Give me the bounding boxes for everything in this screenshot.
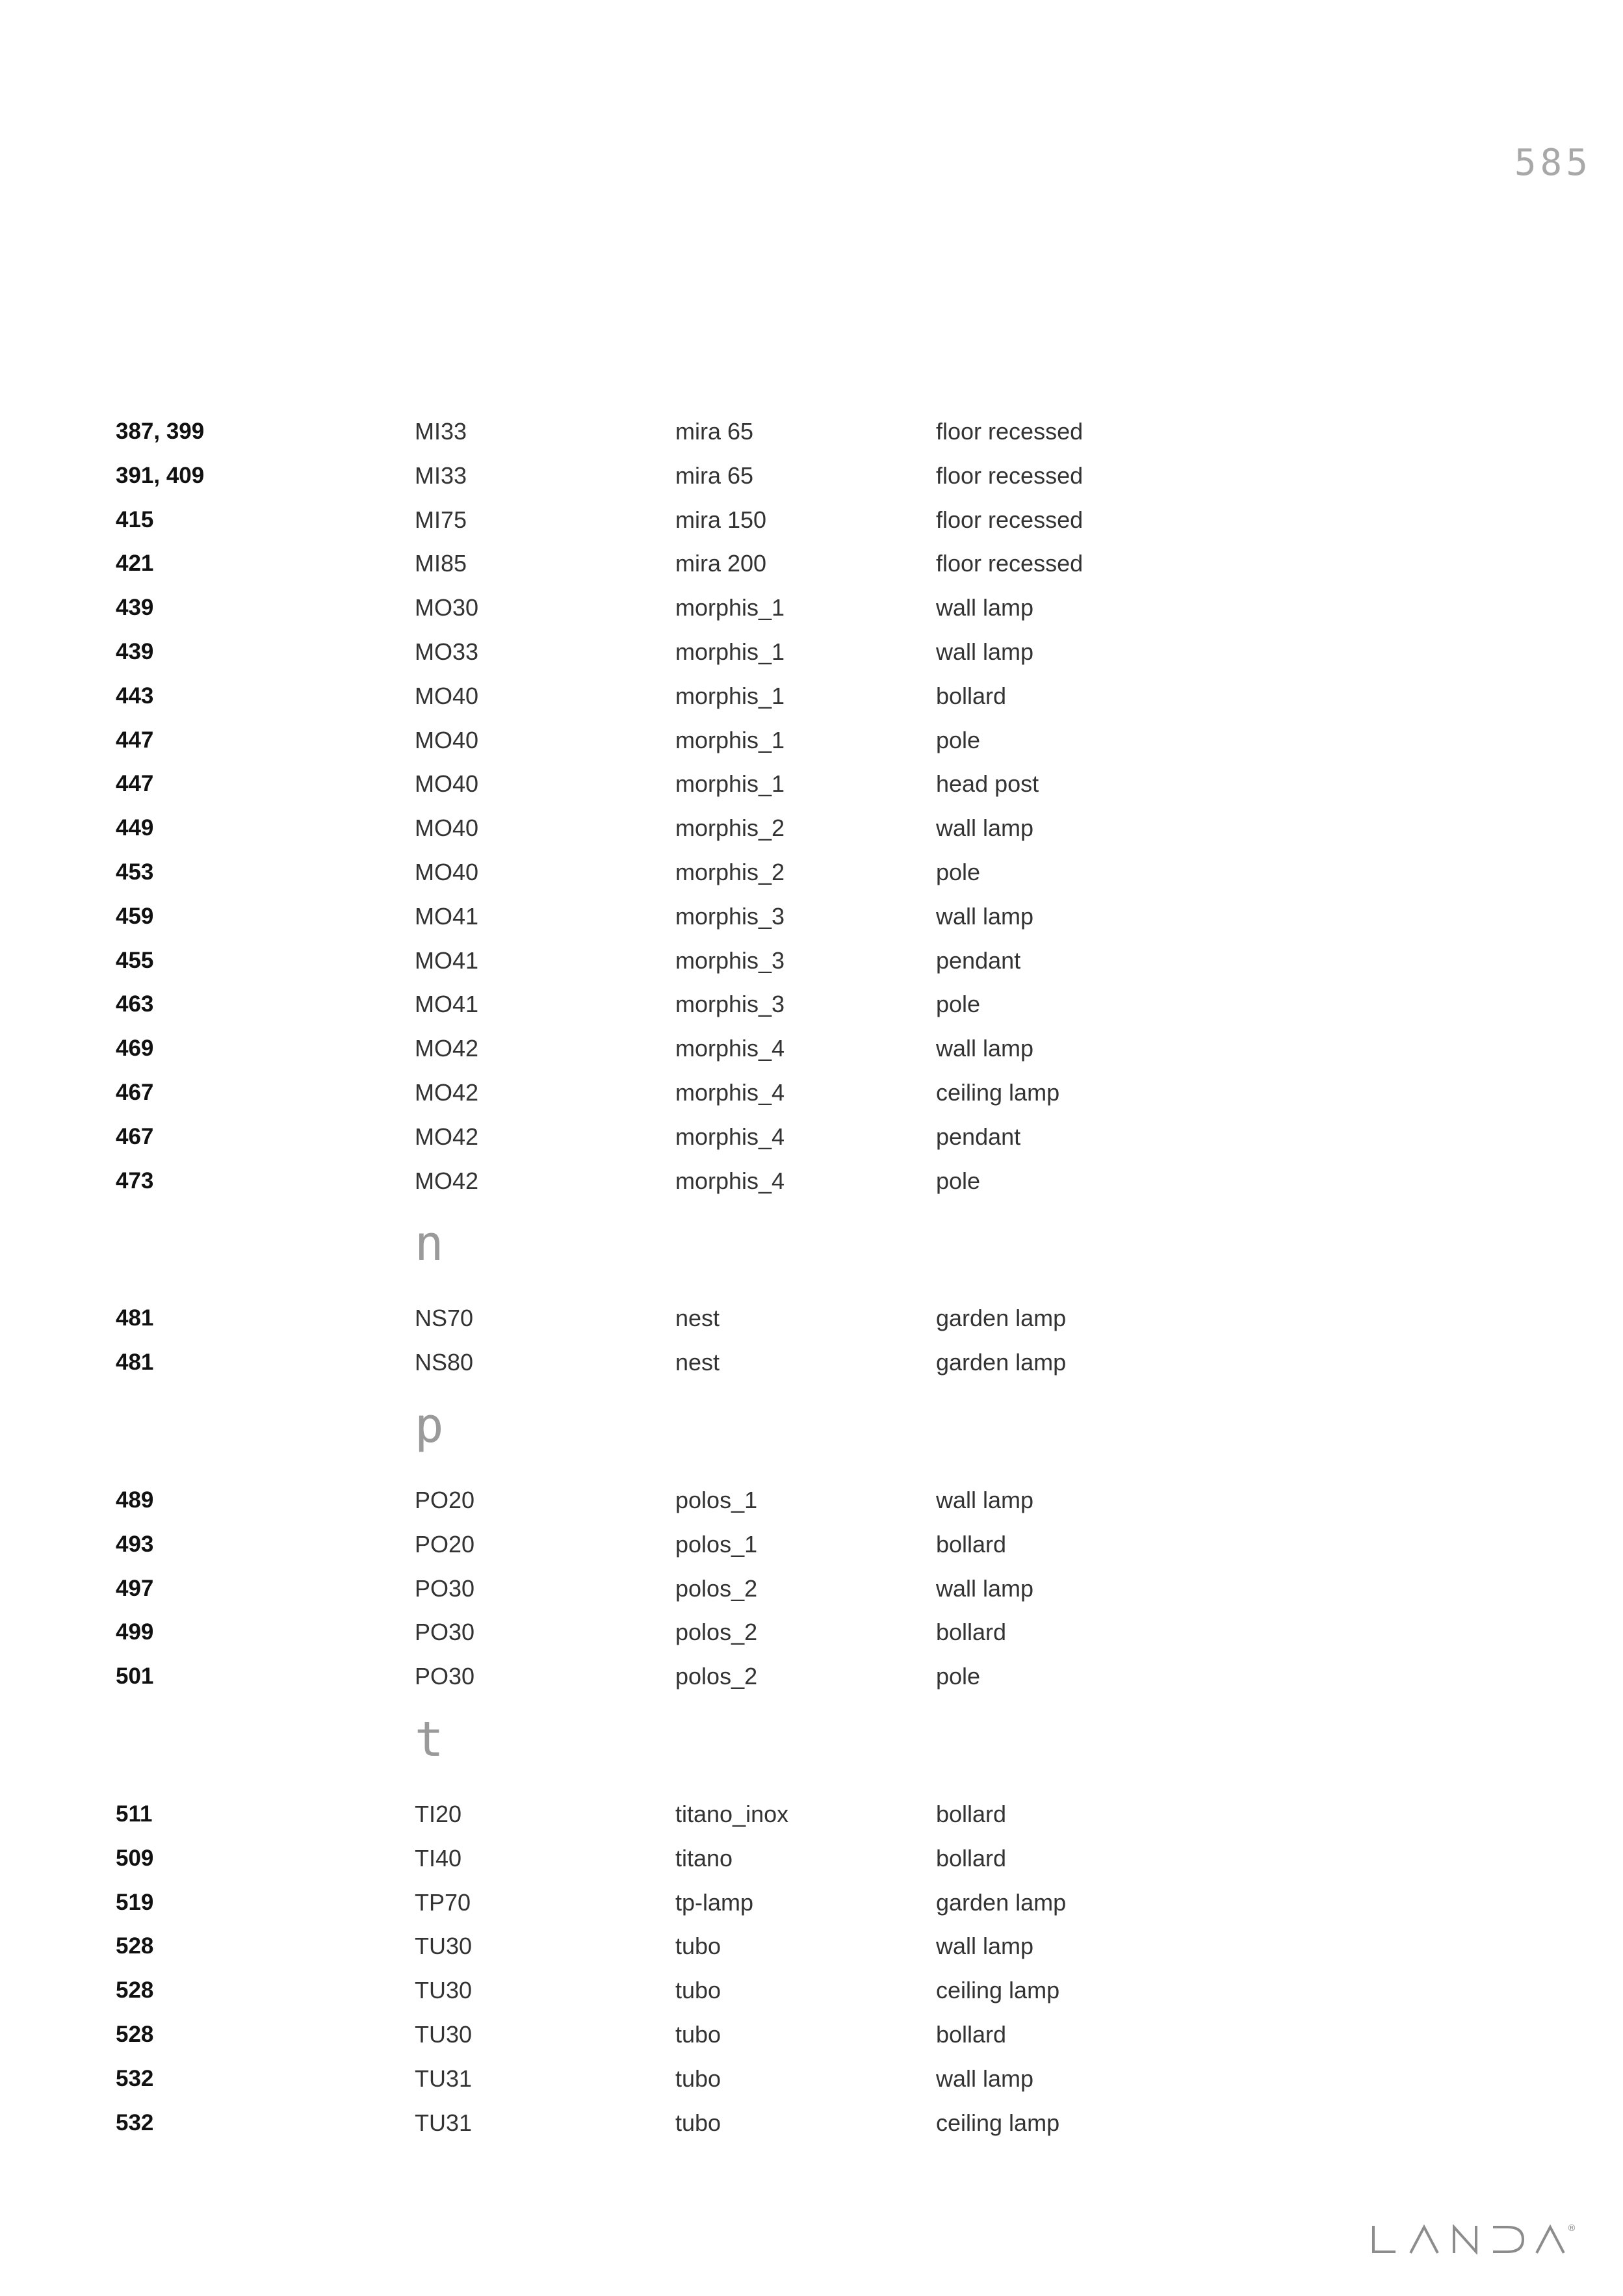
product-code: MO41 — [415, 991, 479, 1018]
page-ref: 511 — [116, 1801, 153, 1827]
index-row — [0, 1567, 1623, 1611]
product-name: morphis_4 — [675, 1035, 785, 1062]
product-code: TU31 — [415, 2109, 473, 2136]
product-code: PO30 — [415, 1574, 475, 1602]
product-name: tubo — [675, 1933, 721, 1960]
section-letter — [0, 1699, 1623, 1792]
page-ref: 499 — [116, 1619, 154, 1645]
index-row — [0, 806, 1623, 850]
index-row — [0, 850, 1623, 894]
product-name: polos_2 — [675, 1663, 758, 1690]
product-type: bollard — [936, 2020, 1007, 2048]
page-ref: 509 — [116, 1845, 154, 1871]
product-type: floor recessed — [936, 506, 1084, 533]
product-type: ceiling lamp — [936, 1078, 1060, 1106]
product-type: floor recessed — [936, 418, 1084, 445]
product-type: garden lamp — [936, 1888, 1067, 1916]
product-type: pendant — [936, 946, 1021, 974]
index-row — [0, 498, 1623, 542]
product-type: garden lamp — [936, 1305, 1067, 1332]
product-name: polos_1 — [675, 1530, 758, 1558]
index-row — [0, 1071, 1623, 1115]
product-code: MI33 — [415, 418, 467, 445]
product-code: MO40 — [415, 858, 479, 885]
product-type: pole — [936, 726, 981, 753]
product-type: ceiling lamp — [936, 1977, 1060, 2004]
product-code: MO41 — [415, 946, 479, 974]
product-type: wall lamp — [936, 1574, 1034, 1602]
page-ref: 421 — [116, 551, 154, 577]
section-letter — [0, 1203, 1623, 1296]
page-ref: 467 — [116, 1079, 154, 1105]
index-row — [0, 2101, 1623, 2145]
page-ref: 391, 409 — [116, 462, 205, 488]
page-ref: 481 — [116, 1350, 154, 1376]
product-code: MO30 — [415, 594, 479, 621]
page-ref: 453 — [116, 859, 154, 885]
index-row — [0, 1610, 1623, 1654]
product-code: MI33 — [415, 462, 467, 489]
product-type: wall lamp — [936, 2065, 1034, 2092]
page-ref: 463 — [116, 991, 154, 1017]
landa-logo-icon — [1371, 2224, 1566, 2254]
product-name: morphis_4 — [675, 1078, 785, 1106]
page-ref: 469 — [116, 1036, 154, 1062]
index-row — [0, 586, 1623, 630]
page-ref: 501 — [116, 1663, 154, 1689]
index-row — [0, 894, 1623, 939]
product-name: titano — [675, 1844, 733, 1872]
product-name: morphis_1 — [675, 770, 785, 798]
product-name: tp-lamp — [675, 1888, 754, 1916]
index-row — [0, 1115, 1623, 1159]
index-row — [0, 2013, 1623, 2057]
product-name: morphis_2 — [675, 858, 785, 885]
product-index — [0, 410, 1623, 2145]
index-row — [0, 1478, 1623, 1522]
product-type: wall lamp — [936, 638, 1034, 665]
product-type: pole — [936, 858, 981, 885]
product-code: MO40 — [415, 726, 479, 753]
page-ref: 439 — [116, 595, 154, 621]
product-type: pendant — [936, 1123, 1021, 1150]
product-name: mira 65 — [675, 462, 754, 489]
product-code: TU30 — [415, 2020, 473, 2048]
index-row — [0, 1159, 1623, 1203]
product-type: head post — [936, 770, 1039, 798]
index-row — [0, 982, 1623, 1026]
page-ref: 387, 399 — [116, 419, 205, 444]
product-type: pole — [936, 1167, 981, 1194]
index-row — [0, 718, 1623, 763]
product-code: MO42 — [415, 1035, 479, 1062]
product-name: morphis_2 — [675, 815, 785, 842]
product-name: tubo — [675, 2065, 721, 2092]
index-row — [0, 1296, 1623, 1340]
index-row — [0, 1924, 1623, 1968]
product-type: wall lamp — [936, 902, 1034, 930]
product-type: floor recessed — [936, 550, 1084, 577]
product-type: wall lamp — [936, 594, 1034, 621]
product-code: PO30 — [415, 1619, 475, 1646]
product-code: MO41 — [415, 902, 479, 930]
product-code: TU31 — [415, 2065, 473, 2092]
page-ref: 493 — [116, 1531, 154, 1557]
product-code: TP70 — [415, 1888, 471, 1916]
product-type: wall lamp — [936, 1486, 1034, 1513]
product-code: MO42 — [415, 1167, 479, 1194]
product-name: nest — [675, 1305, 720, 1332]
product-type: wall lamp — [936, 1035, 1034, 1062]
product-name: morphis_3 — [675, 991, 785, 1018]
product-name: mira 200 — [675, 550, 767, 577]
section-letter-label: p — [415, 1397, 444, 1454]
index-row — [0, 541, 1623, 586]
product-name: morphis_1 — [675, 726, 785, 753]
brand-logo — [1371, 2224, 1576, 2254]
page-ref: 415 — [116, 506, 154, 532]
product-name: morphis_1 — [675, 682, 785, 709]
section-letter — [0, 1385, 1623, 1478]
product-name: morphis_1 — [675, 594, 785, 621]
product-code: MO33 — [415, 638, 479, 665]
product-code: MO42 — [415, 1078, 479, 1106]
page-ref: 528 — [116, 1933, 154, 1959]
product-code: NS80 — [415, 1349, 474, 1376]
page-ref: 528 — [116, 2021, 154, 2047]
product-type: bollard — [936, 1619, 1007, 1646]
page-ref: 473 — [116, 1168, 154, 1194]
product-type: pole — [936, 991, 981, 1018]
product-type: bollard — [936, 682, 1007, 709]
page-ref: 447 — [116, 771, 154, 797]
product-name: mira 150 — [675, 506, 767, 533]
product-name: tubo — [675, 2109, 721, 2136]
product-code: MI85 — [415, 550, 467, 577]
page-ref: 447 — [116, 727, 154, 753]
product-code: NS70 — [415, 1305, 474, 1332]
page-ref: 532 — [116, 2065, 154, 2091]
product-name: polos_2 — [675, 1574, 758, 1602]
index-row — [0, 1522, 1623, 1567]
product-type: ceiling lamp — [936, 2109, 1060, 2136]
product-name: mira 65 — [675, 418, 754, 445]
product-name: polos_2 — [675, 1619, 758, 1646]
index-row — [0, 939, 1623, 983]
index-row — [0, 630, 1623, 674]
product-code: PO30 — [415, 1663, 475, 1690]
product-type: bollard — [936, 1800, 1007, 1827]
registered-mark: ® — [1567, 2223, 1576, 2234]
index-row — [0, 1026, 1623, 1071]
page-ref: 519 — [116, 1889, 154, 1915]
product-name: titano_inox — [675, 1800, 789, 1827]
product-name: morphis_3 — [675, 902, 785, 930]
page-ref: 481 — [116, 1305, 154, 1331]
page-ref: 455 — [116, 947, 154, 973]
product-code: TU30 — [415, 1933, 473, 1960]
index-row — [0, 1881, 1623, 1925]
index-row — [0, 1340, 1623, 1385]
product-code: MO40 — [415, 815, 479, 842]
index-row — [0, 1836, 1623, 1881]
product-type: bollard — [936, 1844, 1007, 1872]
product-name: tubo — [675, 2020, 721, 2048]
logo-wordmark: LANDA — [1371, 2224, 1373, 2225]
index-row — [0, 1654, 1623, 1699]
product-code: TI20 — [415, 1800, 462, 1827]
product-type: wall lamp — [936, 815, 1034, 842]
index-row — [0, 762, 1623, 806]
index-row — [0, 454, 1623, 498]
section-letter-label: n — [415, 1216, 444, 1272]
product-name: morphis_3 — [675, 946, 785, 974]
product-type: wall lamp — [936, 1933, 1034, 1960]
product-name: nest — [675, 1349, 720, 1376]
product-code: TU30 — [415, 1977, 473, 2004]
product-code: MI75 — [415, 506, 467, 533]
page-ref: 439 — [116, 638, 154, 664]
page-ref: 443 — [116, 683, 154, 709]
page-ref: 489 — [116, 1487, 154, 1513]
index-row — [0, 674, 1623, 718]
product-code: MO40 — [415, 682, 479, 709]
page-ref: 497 — [116, 1575, 154, 1601]
index-row — [0, 2057, 1623, 2101]
product-type: garden lamp — [936, 1349, 1067, 1376]
page-ref: 532 — [116, 2109, 154, 2135]
product-name: polos_1 — [675, 1486, 758, 1513]
product-type: bollard — [936, 1530, 1007, 1558]
index-row — [0, 1968, 1623, 2013]
page-ref: 467 — [116, 1123, 154, 1149]
page-ref: 459 — [116, 903, 154, 929]
index-row — [0, 1792, 1623, 1836]
page-number: 585 — [1514, 142, 1592, 184]
product-name: tubo — [675, 1977, 721, 2004]
index-row — [0, 410, 1623, 454]
section-letter-label: t — [415, 1711, 444, 1768]
product-code: MO40 — [415, 770, 479, 798]
product-code: TI40 — [415, 1844, 462, 1872]
page-ref: 528 — [116, 1977, 154, 2003]
page-ref: 449 — [116, 815, 154, 841]
product-code: PO20 — [415, 1486, 475, 1513]
product-type: pole — [936, 1663, 981, 1690]
product-name: morphis_1 — [675, 638, 785, 665]
product-code: PO20 — [415, 1530, 475, 1558]
product-type: floor recessed — [936, 462, 1084, 489]
product-name: morphis_4 — [675, 1167, 785, 1194]
product-name: morphis_4 — [675, 1123, 785, 1150]
product-code: MO42 — [415, 1123, 479, 1150]
